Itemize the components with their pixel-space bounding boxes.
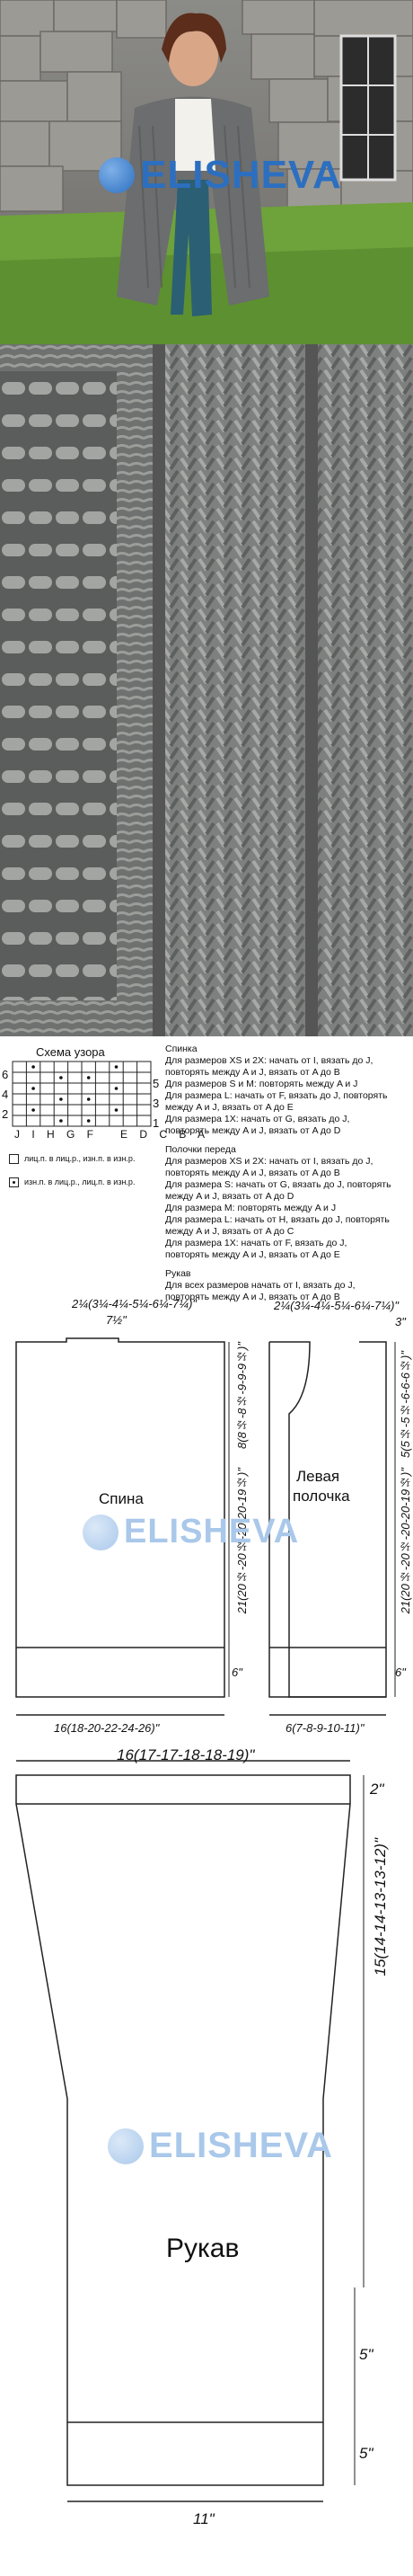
back-top-width: 2¼(3¼-4¼-5¼-6¼-7¼)" bbox=[72, 1297, 198, 1310]
back-line: между A и J, вязать от A до E bbox=[165, 1102, 294, 1113]
chart-purl-dot bbox=[87, 1119, 91, 1123]
sleeve-length: 15(14-14-13-13-12)" bbox=[372, 1838, 389, 1976]
watermark: ELISHEVA bbox=[99, 153, 342, 198]
sleeve-label: Рукав bbox=[166, 2234, 240, 2263]
front-shoulder-height: 3" bbox=[395, 1315, 406, 1328]
front-line: Для размера L: начать от H, вязать до J, повторять bbox=[165, 1214, 390, 1225]
texture-illustration bbox=[0, 344, 413, 1036]
back-title: Спинка bbox=[165, 1044, 198, 1054]
back-neck-width: 7½" bbox=[106, 1313, 127, 1327]
front-title: Полочки переда bbox=[165, 1144, 236, 1155]
front-line: Для размера 1X: начать от F, вязать до J, bbox=[165, 1238, 347, 1248]
body-schematic bbox=[0, 1288, 413, 1744]
chart-row-numbers-left: 6 4 2 bbox=[2, 1068, 9, 1121]
legend-dot-square-icon bbox=[9, 1177, 19, 1187]
front-line: Для размера S: начать от G, вязать до J, повторять bbox=[165, 1179, 391, 1190]
chart-purl-dot bbox=[115, 1065, 119, 1069]
watermark-2: ELISHEVA bbox=[83, 1513, 299, 1551]
sleeve-line: повторять между A и J, вязать от A до B bbox=[165, 1292, 340, 1302]
legend-dot: изн.п. в лиц.р., лиц.п. в изн.р. bbox=[9, 1177, 135, 1188]
chart-purl-dot bbox=[31, 1087, 35, 1090]
sleeve-title: Рукав bbox=[165, 1268, 191, 1279]
front-line: между A и J, вязать от A до D bbox=[165, 1191, 294, 1202]
front-line: повторять между A и J, вязать от A до E bbox=[165, 1249, 340, 1260]
yarn-ball-icon bbox=[99, 157, 135, 193]
front-rib-height: 6" bbox=[395, 1666, 406, 1679]
back-line: Для размеров XS и 2X: начать от I, вязать до J, bbox=[165, 1055, 373, 1066]
chart-purl-dot bbox=[59, 1076, 63, 1079]
legend-empty: лиц.п. в лиц.р., изн.п. в изн.р. bbox=[9, 1153, 135, 1165]
back-line: Для размеров S и M: повторять между A и J bbox=[165, 1079, 358, 1089]
chart-purl-dot bbox=[115, 1087, 119, 1090]
front-line: Для размеров XS и 2X: начать от I, вязать до J, bbox=[165, 1156, 373, 1167]
front-line: между A и J, вязать от A до C bbox=[165, 1226, 294, 1237]
sleeve-lower-height: 5" bbox=[359, 2346, 373, 2363]
chart-purl-dot bbox=[31, 1065, 35, 1069]
sleeve-bottom-width: 11" bbox=[193, 2510, 215, 2527]
legend-empty-square-icon bbox=[9, 1154, 19, 1164]
back-rib-height: 6" bbox=[232, 1666, 242, 1679]
sleeve-line: Для всех размеров начать от I, вязать до J, bbox=[165, 1280, 356, 1291]
sleeve-cuff-height: 5" bbox=[359, 2445, 373, 2462]
sleeve-schematic bbox=[0, 1748, 413, 2576]
back-label: Спина bbox=[99, 1490, 144, 1507]
front-label-1: Левая bbox=[296, 1468, 340, 1485]
front-width: 6(7-8-9-10-11)" bbox=[286, 1721, 365, 1735]
chart-purl-dot bbox=[59, 1097, 63, 1101]
model-photo bbox=[0, 0, 413, 344]
front-top-width: 2¼(3¼-4¼-5¼-6¼-7¼)" bbox=[274, 1299, 400, 1312]
pattern-chart-grid bbox=[13, 1061, 151, 1126]
instructions bbox=[165, 1044, 411, 1303]
chart-purl-dot bbox=[115, 1108, 119, 1112]
front-length: 21(20½-20½-20-20-19½)" bbox=[399, 1468, 412, 1614]
back-width: 16(18-20-22-24-26)" bbox=[54, 1721, 160, 1735]
back-line: Для размера L: начать от F, вязать до J, повторять bbox=[165, 1090, 388, 1101]
front-line: повторять между A и J, вязать от A до B bbox=[165, 1168, 340, 1178]
sleeve-top-width: 16(17-17-18-18-19)" bbox=[117, 1746, 255, 1763]
chart-title: Схема узора bbox=[36, 1045, 105, 1059]
chart-column-letters: J I H G F E D C B A bbox=[14, 1128, 210, 1141]
front-label-2: полочка bbox=[293, 1488, 350, 1505]
chart-purl-dot bbox=[87, 1076, 91, 1079]
yarn-ball-icon bbox=[83, 1515, 119, 1550]
chart-purl-dot bbox=[31, 1108, 35, 1112]
pattern-chart-section bbox=[0, 1036, 413, 1302]
chart-purl-dot bbox=[87, 1097, 91, 1101]
yarn-ball-icon bbox=[108, 2128, 144, 2164]
watermark-3: ELISHEVA bbox=[108, 2126, 333, 2166]
chart-purl-dot bbox=[59, 1119, 63, 1123]
back-line: повторять между A и J, вязать от A до B bbox=[165, 1067, 340, 1078]
back-line: повторять между A и J, вязать от A до D bbox=[165, 1125, 341, 1136]
front-line: Для размера M: повторять между A и J bbox=[165, 1203, 337, 1213]
back-length: 21(20½-20½-20-20-19½)" bbox=[235, 1468, 249, 1614]
front-neck-depth: 5(5½-5½-6-6-6½)" bbox=[399, 1351, 412, 1458]
knit-texture-photo bbox=[0, 344, 413, 1036]
chart-row-numbers-right: 5 3 1 bbox=[153, 1077, 160, 1130]
sleeve-cap-height: 2" bbox=[370, 1781, 384, 1798]
back-line: Для размера 1X: начать от G, вязать до J, bbox=[165, 1114, 350, 1124]
back-armhole-height: 8(8½-8½-9-9-9½)" bbox=[235, 1342, 249, 1449]
